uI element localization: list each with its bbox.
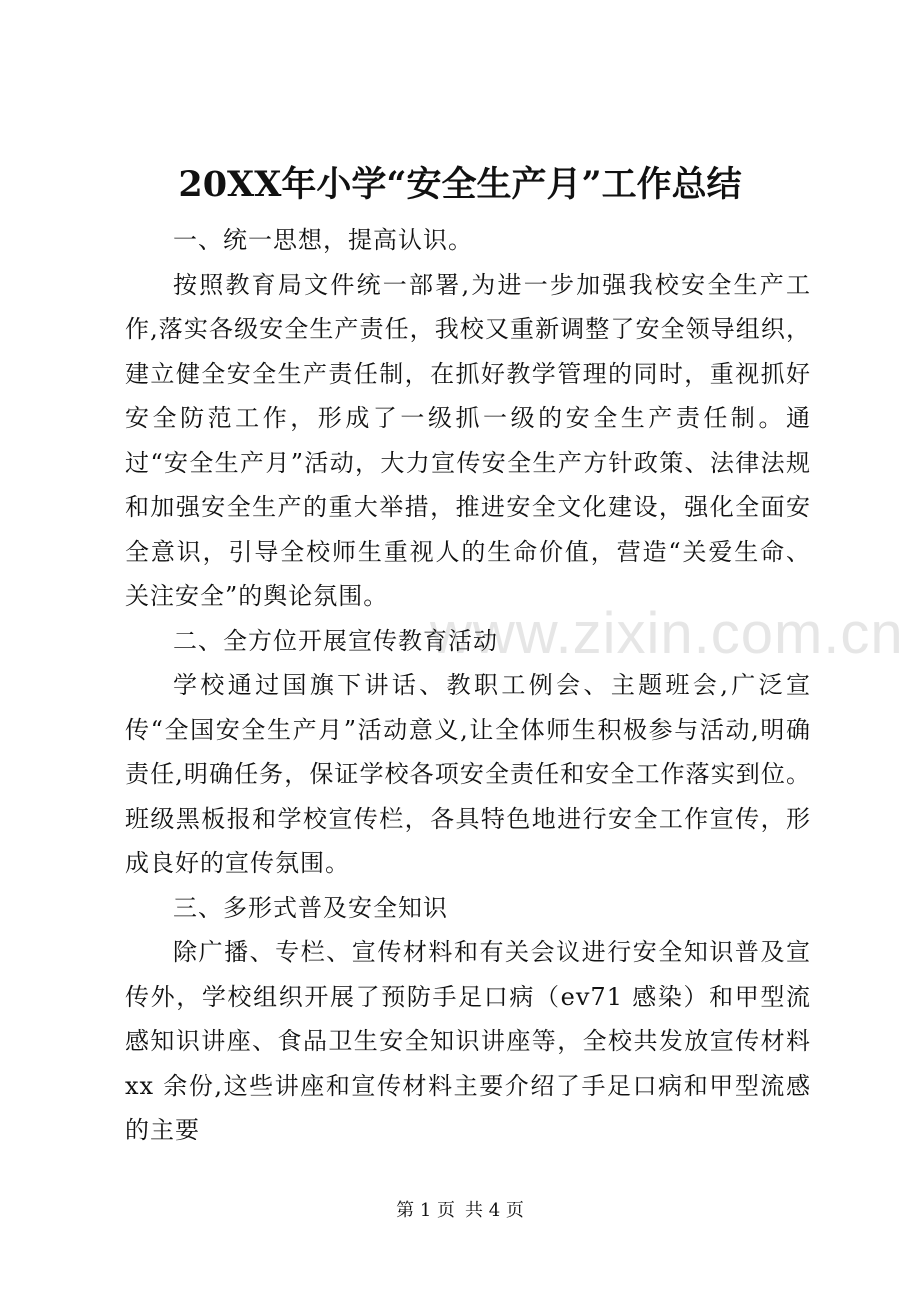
section-heading-1: 一、统一思想，提高认识。 <box>173 226 473 254</box>
section-paragraph-3: 除广播、专栏、宣传材料和有关会议进行安全知识普及宣传外，学校组织开展了预防手足口病（ev71 感染）和甲型流感知识讲座、食品卫生安全知识讲座等，全校共发放宣传材料 xx 余份,这些讲座和宣传材料主要介绍了手足口病和甲型流感的主要 <box>125 938 811 1144</box>
document-body <box>125 218 811 1153</box>
section-heading-2: 二、全方位开展宣传教育活动 <box>173 626 498 655</box>
section-heading-3: 三、多形式普及安全知识 <box>173 893 448 922</box>
document-title: 20XX年小学“安全生产月”工作总结 <box>178 164 742 205</box>
page-number-total: 共 4 页 <box>465 1200 524 1221</box>
section-paragraph-2: 学校通过国旗下讲话、教职工例会、主题班会,广泛宣传“全国安全生产月”活动意义,让全体师生积极参与活动,明确责任,明确任务，保证学校各项安全责任和安全工作落实到位。班级黑板报和学校宣传栏，各具特色地进行安全工作宣传，形成良好的宣传氛围。 <box>125 671 811 877</box>
page-footer <box>0 1198 920 1224</box>
section-paragraph-1: 按照教育局文件统一部署,为进一步加强我校安全生产工作,落实各级安全生产责任，我校又重新调整了安全领导组织，建立健全安全生产责任制，在抓好教学管理的同时，重视抓好安全防范工作，形成了一级抓一级的安全生产责任制。通过“安全生产月”活动，大力宣传安全生产方针政策、法律法规和加强安全生产的重大举措，推进安全文化建设，强化全面安全意识，引导全校师生重视人的生命价值，营造“关爱生命、关注安全”的舆论氛围。 <box>125 270 811 610</box>
watermark: www.zixin.com.cn <box>430 601 904 666</box>
page-number-current: 第 1 页 <box>396 1200 455 1221</box>
